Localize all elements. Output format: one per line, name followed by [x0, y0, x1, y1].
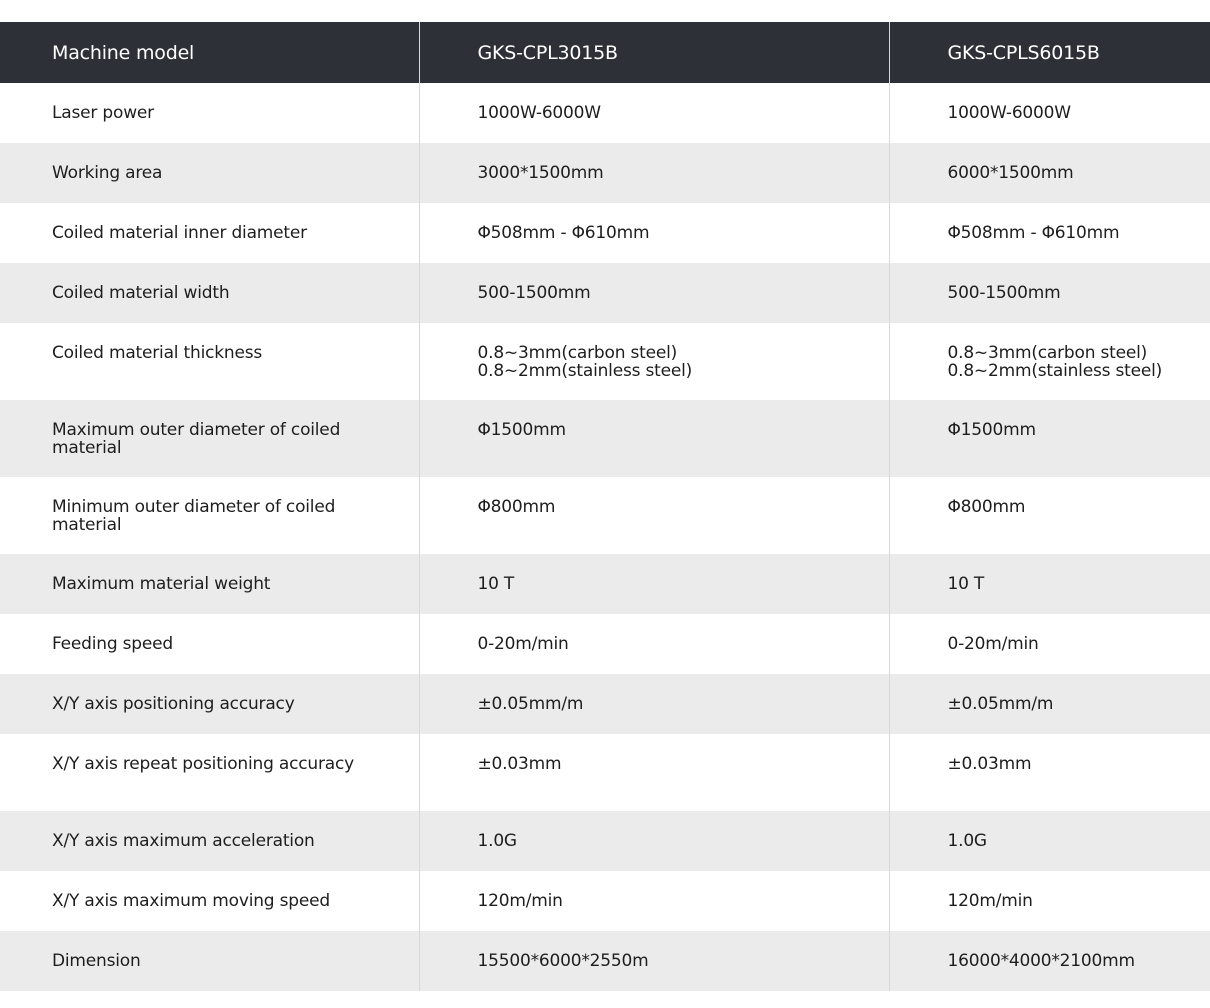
- value-model-b: ±0.05mm/m: [889, 674, 1210, 734]
- row-label-cell: [0, 734, 419, 811]
- value-model-b: Φ800mm: [889, 477, 1210, 554]
- value-model-b: 1.0G: [889, 811, 1210, 871]
- table-row: [0, 203, 1210, 263]
- value-model-a: 3000*1500mm: [419, 143, 889, 203]
- header-model-b: GKS-CPLS6015B: [889, 22, 1210, 83]
- value-model-b: [889, 323, 1210, 400]
- value-line: 0.8~3mm(carbon steel): [947, 343, 1148, 363]
- value-model-b: 16000*4000*2100mm: [889, 931, 1210, 991]
- header-machine-model: Machine model: [0, 22, 419, 83]
- table-row: [0, 263, 1210, 323]
- value-model-b: 1000W-6000W: [889, 83, 1210, 143]
- row-label: X/Y axis maximum moving speed: [0, 871, 419, 931]
- row-label: Coiled material thickness: [0, 323, 419, 400]
- table-row: [0, 400, 1210, 477]
- value-model-a: 1.0G: [419, 811, 889, 871]
- table-row: [0, 674, 1210, 734]
- value-model-a: ±0.03mm: [419, 734, 889, 811]
- row-label: X/Y axis maximum acceleration: [0, 811, 419, 871]
- value-line: 0.8~2mm(stainless steel): [947, 361, 1163, 381]
- row-label: Working area: [0, 143, 419, 203]
- row-label-cell: [0, 400, 419, 477]
- row-label: Dimension: [0, 931, 419, 991]
- table-header: [0, 22, 1210, 83]
- row-label: Laser power: [0, 83, 419, 143]
- header-model-a: GKS-CPL3015B: [419, 22, 889, 83]
- value-model-b: Φ508mm - Φ610mm: [889, 203, 1210, 263]
- value-model-b: 120m/min: [889, 871, 1210, 931]
- value-model-b: 10 T: [889, 554, 1210, 614]
- table-row: [0, 554, 1210, 614]
- row-label: Coiled material width: [0, 263, 419, 323]
- value-model-a: Φ508mm - Φ610mm: [419, 203, 889, 263]
- value-model-a: 120m/min: [419, 871, 889, 931]
- value-line: 0.8~2mm(stainless steel): [477, 361, 693, 381]
- value-model-a: Φ800mm: [419, 477, 889, 554]
- value-model-b: 0-20m/min: [889, 614, 1210, 674]
- value-model-a: ±0.05mm/m: [419, 674, 889, 734]
- value-model-a: 1000W-6000W: [419, 83, 889, 143]
- value-model-a: 500-1500mm: [419, 263, 889, 323]
- header-row: [0, 22, 1210, 83]
- value-model-b: ±0.03mm: [889, 734, 1210, 811]
- value-model-b: 6000*1500mm: [889, 143, 1210, 203]
- value-model-a: Φ1500mm: [419, 400, 889, 477]
- row-label-cell: [0, 477, 419, 554]
- value-model-a: 15500*6000*2550m: [419, 931, 889, 991]
- table-row: [0, 871, 1210, 931]
- table-row: [0, 734, 1210, 811]
- row-label: Maximum material weight: [0, 554, 419, 614]
- value-model-a: 0-20m/min: [419, 614, 889, 674]
- table-row: [0, 323, 1210, 400]
- table-row: [0, 143, 1210, 203]
- table-row: [0, 614, 1210, 674]
- value-model-b: 500-1500mm: [889, 263, 1210, 323]
- row-label: Feeding speed: [0, 614, 419, 674]
- value-model-a: 10 T: [419, 554, 889, 614]
- row-label: Coiled material inner diameter: [0, 203, 419, 263]
- row-label: Maximum outer diameter of coiled material: [52, 420, 341, 458]
- table-row: [0, 83, 1210, 143]
- row-label: X/Y axis repeat positioning accuracy: [52, 754, 354, 774]
- spec-table: [0, 22, 1210, 991]
- value-model-a: [419, 323, 889, 400]
- row-label: X/Y axis positioning accuracy: [0, 674, 419, 734]
- value-line: 0.8~3mm(carbon steel): [477, 343, 678, 363]
- table-body: [0, 83, 1210, 991]
- table-row: [0, 477, 1210, 554]
- row-label: Minimum outer diameter of coiled material: [52, 497, 336, 535]
- value-model-b: Φ1500mm: [889, 400, 1210, 477]
- table-row: [0, 811, 1210, 871]
- table-row: [0, 931, 1210, 991]
